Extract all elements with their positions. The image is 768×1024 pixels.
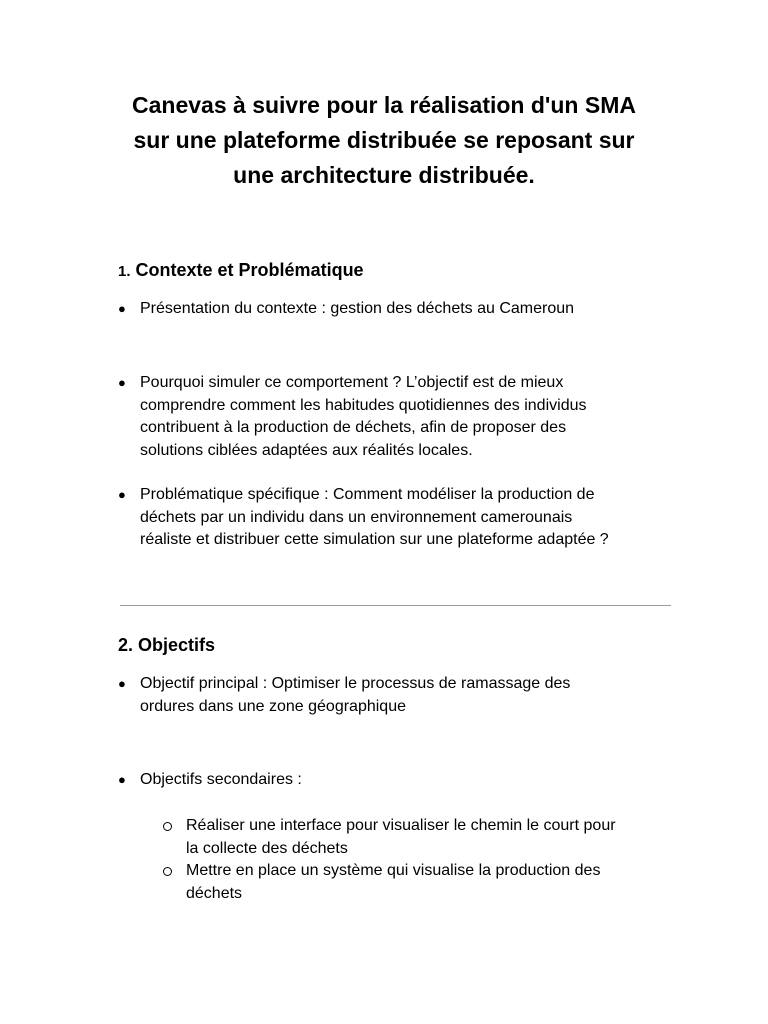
- bullet-icon: ●: [118, 487, 126, 502]
- bullet-icon: ●: [118, 301, 126, 316]
- list-item-text: contribuent à la production de déchets, afin de proposer des: [140, 419, 567, 436]
- list-item: [118, 673, 570, 718]
- section-2-heading: 2. Objectifs: [118, 635, 216, 655]
- list-item: [118, 298, 574, 321]
- title-line: Canevas à suivre pour la réalisation d'un SMA: [132, 92, 636, 118]
- list-item-text: Objectifs secondaires :: [140, 771, 302, 788]
- bullet-icon: ●: [118, 375, 126, 390]
- sub-list-item-text: Mettre en place un système qui visualise la production des: [186, 862, 601, 879]
- list-item: [118, 769, 302, 792]
- title-line: sur une plateforme distribuée se reposant sur: [133, 127, 635, 153]
- section-1-title: Contexte et Problématique: [135, 260, 364, 280]
- list-item-text: Objectif principal : Optimiser le processus de ramassage des: [140, 675, 571, 692]
- bullet-icon: ●: [118, 772, 126, 787]
- circle-bullet-icon: [163, 867, 172, 876]
- section-1-number: 1.: [118, 263, 131, 280]
- list-item-text: réaliste et distribuer cette simulation sur une plateforme adaptée ?: [140, 531, 609, 548]
- sub-list-item-text: la collecte des déchets: [186, 839, 348, 857]
- list-item-text: comprendre comment les habitudes quotidiennes des individus: [140, 396, 587, 414]
- list-item-text: Présentation du contexte : gestion des déchets au Cameroun: [140, 300, 575, 317]
- sub-list-item-text: déchets: [186, 884, 243, 902]
- list-item-text: ordures dans une zone géographique: [140, 697, 406, 715]
- circle-bullet-icon: [163, 822, 172, 831]
- sub-list-item: [163, 815, 616, 860]
- list-item-text: Problématique spécifique : Comment modéliser la production de: [140, 486, 595, 503]
- list-item-text: solutions ciblées adaptées aux réalités locales.: [140, 441, 473, 459]
- list-item: [118, 484, 609, 552]
- sub-list-item-text: Réaliser une interface pour visualiser le chemin le court pour: [186, 817, 616, 834]
- section-1-heading: [118, 259, 364, 283]
- list-item-text: déchets par un individu dans un environnement camerounais: [140, 508, 573, 526]
- section-divider: [120, 605, 671, 606]
- bullet-icon: ●: [118, 676, 126, 691]
- list-item-text: Pourquoi simuler ce comportement ? L’objectif est de mieux: [140, 374, 564, 391]
- title-line: une architecture distribuée.: [233, 162, 535, 188]
- sub-list-item: [163, 860, 600, 905]
- document-title: [60, 88, 708, 193]
- list-item: [118, 372, 586, 462]
